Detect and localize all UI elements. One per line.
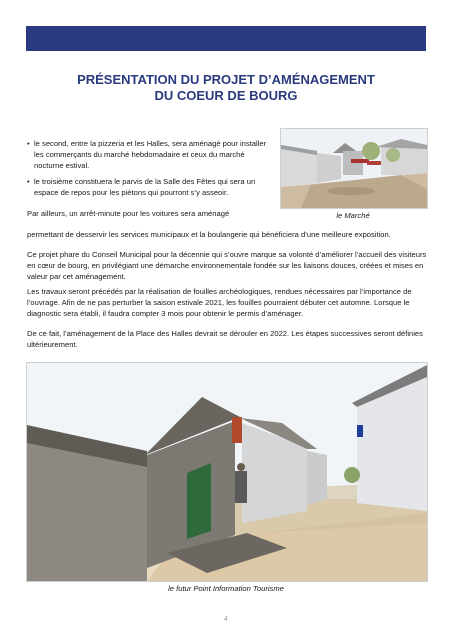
photo-caption-tourism: le futur Point Information Tourisme (168, 584, 284, 593)
photo-caption-market: le Marché (336, 211, 370, 220)
bullet-list (27, 139, 275, 205)
bullet-text: le troisième constituera le parvis de la Salle des Fêtes qui sera un espace de repos pour les piétons qui pourront s’y asseoir. (34, 177, 256, 198)
bullet-marker: • (27, 139, 30, 148)
bullet-text: le second, entre la pizzeria et les Halles, sera aménagé pour installer les commerçants du marché hebdomadaire et ceux du marché nocturne estival. (34, 139, 267, 170)
paragraph-3: Les travaux seront précédés par la réalisation de fouilles archéologiques, rendues nécessaires par l’importance de l’ouvrage. Afin de ne pas perturber la saison estivale 2021, les fouilles pourraient débuter cet automne. Lorsque le diagnostic sera établi, il faudra compter 3 mois pour obtenir le permis d’aménager. (27, 287, 412, 318)
bullet-marker: • (27, 177, 30, 187)
page-number: 4 (224, 616, 228, 623)
title-line-1: PRÉSENTATION DU PROJET D’AMÉNAGEMENT (77, 72, 375, 87)
paragraph-1-line-2: permettant de desservir les services municipaux et la boulangerie qui bénéficiera d’une meilleure exposition. (27, 230, 391, 239)
title-line-2: DU COEUR DE BOURG (154, 88, 298, 103)
header-band (26, 26, 426, 51)
page-title (26, 72, 426, 104)
tourism-office-rendering-image (26, 362, 428, 582)
bullet-item (27, 139, 275, 171)
paragraph-1-line-1: Par ailleurs, un arrêt-minute pour les voitures sera aménagé (27, 209, 230, 218)
market-rendering-image (280, 128, 428, 209)
paragraph-2: Ce projet phare du Conseil Municipal pour la décennie qui s’ouvre marque sa volonté d’améliorer l’accueil des visiteurs en cœur de bourg, en privilégiant une démarche environnementale fondée sur les liaisons douces, créées et mises en valeur par cet aménagement. (27, 250, 427, 281)
paragraph-4: De ce fait, l’aménagement de la Place des Halles devrait se dérouler en 2022. Les étapes successives seront définies ultérieurement. (27, 329, 423, 349)
bullet-item (27, 177, 275, 199)
